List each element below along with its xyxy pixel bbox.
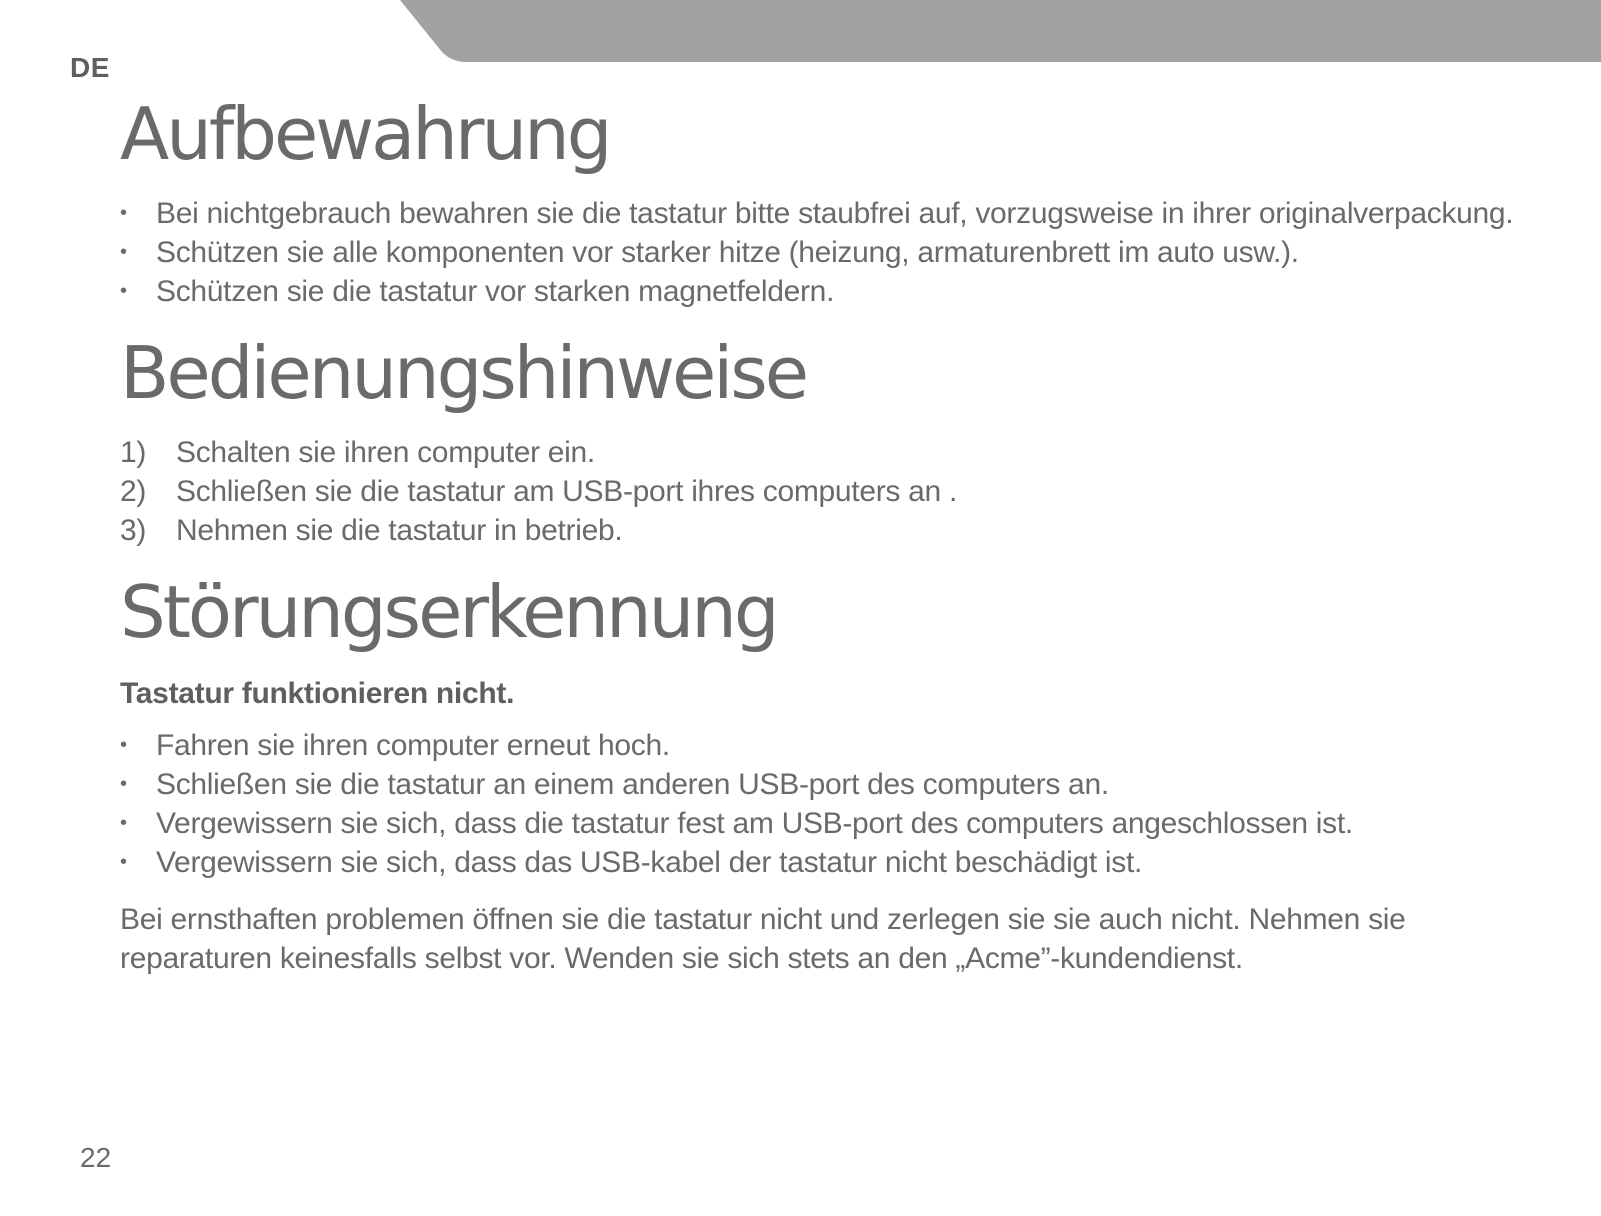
page-content [120,86,1518,978]
list-item-text: Bei nichtgebrauch bewahren sie die tastatur bitte staubfrei auf, vorzugsweise in ihrer originalverpackung. [156,197,1514,230]
bullet-icon: • [120,280,127,302]
step-text: Nehmen sie die tastatur in betrieb. [176,514,623,547]
section-title-storage: Aufbewahrung [120,92,610,176]
list-item [120,765,1518,804]
list-item-text: Vergewissern sie sich, dass die tastatur fest am USB-port des computers angeschlossen ist. [156,807,1353,840]
language-tag: DE [70,52,110,83]
header-band-shape [400,0,1601,62]
bullet-icon: • [120,241,127,263]
bullet-icon: • [120,773,127,795]
troubleshooting-subheading: Tastatur funktionieren nicht. [120,677,515,710]
list-item [120,726,1518,765]
list-item [120,272,1518,311]
operation-steps [120,433,1518,550]
step-item [120,472,1518,511]
list-item-text: Schließen sie die tastatur an einem anderen USB-port des computers an. [156,768,1109,801]
step-number: 2) [120,475,147,508]
section-title-operation: Bedienungshinweise [120,331,807,415]
list-item [120,843,1518,882]
bullet-icon: • [120,734,127,756]
bullet-icon: • [120,202,127,224]
step-item [120,511,1518,550]
step-text: Schließen sie die tastatur am USB-port ihres computers an . [176,475,957,508]
section-title-troubleshooting: Störungserkennung [120,570,777,654]
storage-list [120,194,1518,311]
list-item [120,804,1518,843]
troubleshooting-list [120,726,1518,882]
list-item-text: Schützen sie alle komponenten vor starker hitze (heizung, armaturenbrett im auto usw.). [156,236,1299,269]
list-item-text: Schützen sie die tastatur vor starken magnetfeldern. [156,275,835,308]
list-item [120,233,1518,272]
step-text: Schalten sie ihren computer ein. [176,436,595,469]
step-number: 1) [120,436,147,469]
bullet-icon: • [120,812,127,834]
step-number: 3) [120,514,147,547]
list-item-text: Vergewissern sie sich, dass das USB-kabel der tastatur nicht beschädigt ist. [156,846,1143,879]
step-item [120,433,1518,472]
list-item-text: Fahren sie ihren computer erneut hoch. [156,729,670,762]
list-item [120,194,1518,233]
page-number: 22 [80,1142,112,1173]
support-note: Bei ernsthaften problemen öffnen sie die tastatur nicht und zerlegen sie sie auch nicht. Nehmen sie reparaturen keinesfalls selbst vor. Wenden sie sich stets an den „Acme”-kundendienst. [120,903,1406,975]
bullet-icon: • [120,851,127,873]
header-band [0,0,1601,62]
